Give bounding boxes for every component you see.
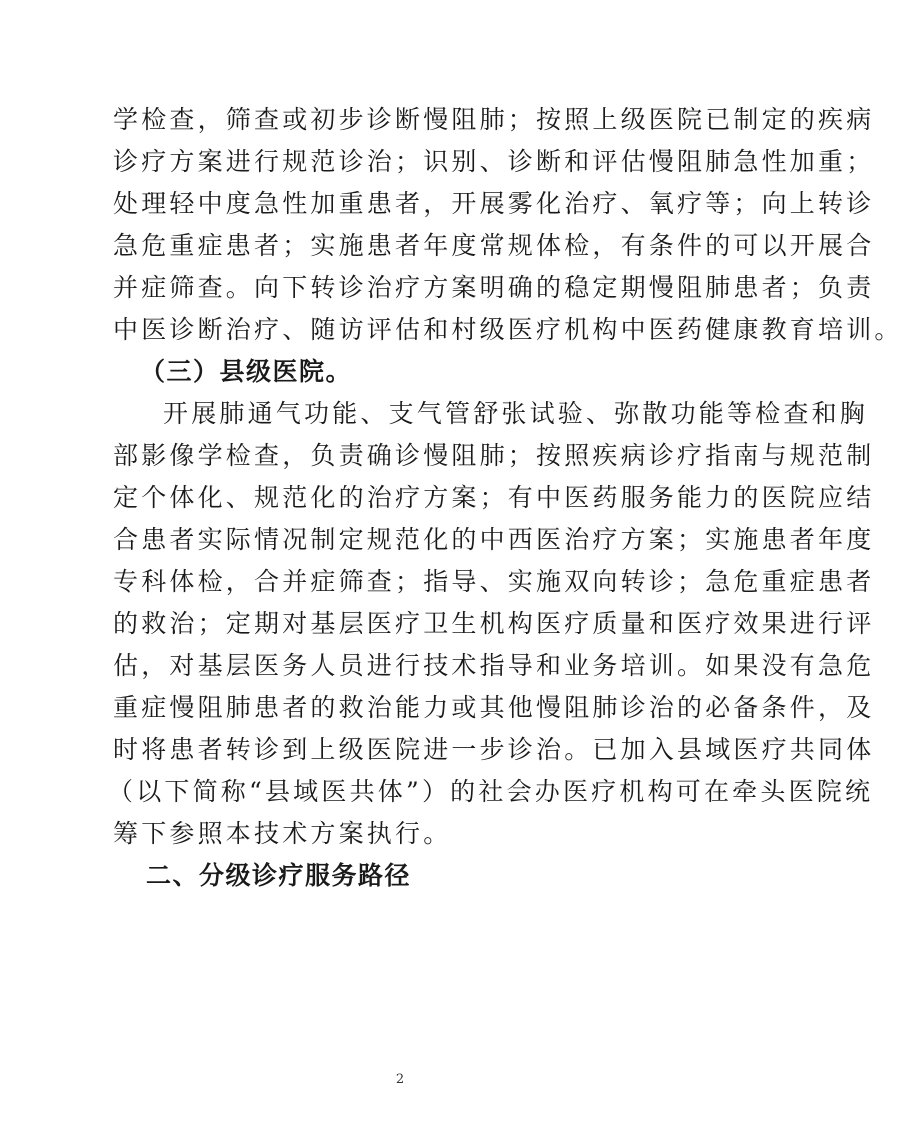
- body-text-line: 学检查，筛查或初步诊断慢阻肺；按照上级医院已制定的疾病: [113, 105, 875, 134]
- body-text-line: 的救治；定期对基层医疗卫生机构医疗质量和医疗效果进行评: [113, 609, 875, 638]
- page-number: 2: [395, 1072, 405, 1087]
- body-text-line: 筹下参照本技术方案执行。: [113, 819, 452, 848]
- body-text-line: 急危重症患者；实施患者年度常规体检，有条件的可以开展合: [113, 231, 875, 260]
- body-text-line: 处理轻中度急性加重患者，开展雾化治疗、氧疗等；向上转诊: [113, 189, 875, 218]
- body-text-line: 定个体化、规范化的治疗方案；有中医药服务能力的医院应结: [113, 483, 875, 512]
- body-text-line: 重症慢阻肺患者的救治能力或其他慢阻肺诊治的必备条件，及: [113, 693, 875, 722]
- body-text-line: 中医诊断治疗、随访评估和村级医疗机构中医药健康教育培训。: [113, 315, 903, 344]
- body-text-line: 合患者实际情况制定规范化的中西医治疗方案；实施患者年度: [113, 525, 875, 554]
- body-text-line: （以下简称“县域医共体”）的社会办医疗机构可在牵头医院统: [108, 777, 874, 806]
- body-text-line: 诊疗方案进行规范诊治；识别、诊断和评估慢阻肺急性加重；: [113, 147, 875, 176]
- body-text-line: 时将患者转诊到上级医院进一步诊治。已加入县域医疗共同体: [113, 735, 875, 764]
- body-text-line: 并症筛查。向下转诊治疗方案明确的稳定期慢阻肺患者；负责: [113, 273, 875, 302]
- section-heading-tiered-path: 二、分级诊疗服务路径: [146, 861, 412, 890]
- body-text-line: 估，对基层医务人员进行技术指导和业务培训。如果没有急危: [113, 651, 875, 680]
- section-heading-county-hospital: （三）县级医院。: [140, 357, 353, 386]
- body-text-line: 专科体检，合并症筛查；指导、实施双向转诊；急危重症患者: [113, 567, 875, 596]
- body-text-line: 开展肺通气功能、支气管舒张试验、弥散功能等检查和胸: [163, 399, 869, 428]
- body-text-line: 部影像学检查，负责确诊慢阻肺；按照疾病诊疗指南与规范制: [113, 441, 875, 470]
